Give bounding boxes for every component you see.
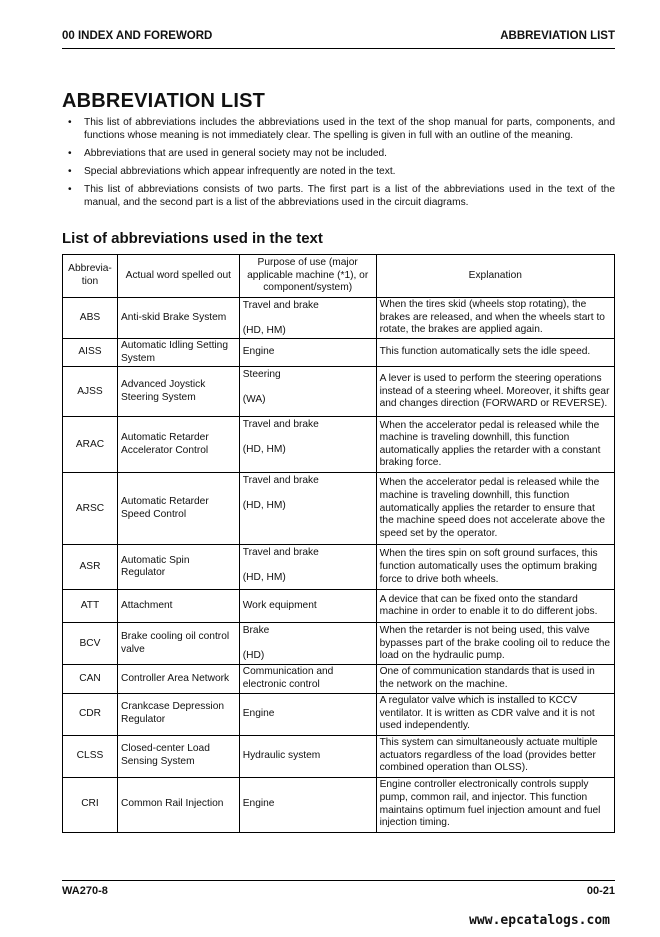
column-header-purpose: Purpose of use (major applicable machine (*1), or component/system) — [239, 255, 376, 298]
bullet-icon: • — [68, 117, 72, 128]
cell-word: Automatic Spin Regulator — [117, 545, 239, 590]
table-row — [63, 298, 615, 339]
purpose-machine: (WA) — [242, 393, 266, 405]
table-row — [63, 339, 615, 367]
purpose-text: Communication and electronic control — [242, 666, 334, 690]
bullet-icon: • — [68, 166, 72, 178]
cell-word: Closed-center Load Sensing System — [117, 735, 239, 777]
cell-purpose — [239, 417, 376, 473]
purpose-text: Travel and brake — [242, 547, 319, 559]
cell-abbreviation: ARSC — [63, 473, 118, 545]
table-row — [63, 473, 615, 545]
purpose-text: Engine — [242, 707, 275, 719]
cell-word: Crankcase Depression Regulator — [117, 693, 239, 735]
intro-bullet — [62, 148, 615, 161]
purpose-machine: (HD, HM) — [242, 499, 286, 511]
section-title: List of abbreviations used in the text — [62, 230, 323, 247]
purpose-text: Engine — [242, 346, 275, 358]
bullet-text: This list of abbreviations includes the abbreviations used in the text of the shop manual for parts, components, and functions whose meaning is not immediately clear. The spelling is given in full with an outline of the meaning. — [84, 117, 615, 141]
column-header-explanation: Explanation — [376, 255, 614, 298]
bullet-text: Abbreviations that are used in general society may not be included. — [84, 148, 387, 159]
cell-explanation: When the tires spin on soft ground surfaces, this function automatically uses the optimum braking force to drive both wheels. — [376, 545, 614, 590]
header-title: ABBREVIATION LIST — [500, 30, 615, 42]
cell-abbreviation: CAN — [63, 665, 118, 693]
cell-word: Attachment — [117, 590, 239, 623]
footer-page-number: 00-21 — [586, 885, 615, 897]
cell-abbreviation: CLSS — [63, 735, 118, 777]
intro-bullet — [62, 166, 615, 179]
footer-model: WA270-8 — [62, 885, 108, 897]
table-row — [63, 417, 615, 473]
cell-purpose — [239, 367, 376, 417]
table-row — [63, 545, 615, 590]
cell-word: Anti-skid Brake System — [117, 298, 239, 339]
purpose-text: Travel and brake — [242, 475, 319, 487]
cell-abbreviation: ARAC — [63, 417, 118, 473]
cell-purpose — [239, 693, 376, 735]
cell-explanation: Engine controller electronically controls supply pump, common rail, and injector. This function maintains optimum fuel injection amount and fuel injection timing. — [376, 777, 614, 832]
cell-purpose — [239, 545, 376, 590]
cell-abbreviation: AISS — [63, 339, 118, 367]
cell-abbreviation: AJSS — [63, 367, 118, 417]
purpose-text: Travel and brake — [242, 300, 319, 311]
header-section: 00 INDEX AND FOREWORD — [62, 30, 213, 42]
table-row — [63, 693, 615, 735]
cell-explanation: When the accelerator pedal is released while the machine is traveling downhill, this function automatically applies the retarder with a constant braking force. — [376, 417, 614, 473]
watermark-text: www.epcatalogs.com — [469, 913, 610, 928]
bullet-icon: • — [68, 184, 72, 196]
cell-explanation: When the tires skid (wheels stop rotating), the brakes are released, and when the wheels start to rotate, the brakes are applied again. — [376, 298, 614, 339]
table-row — [63, 665, 615, 693]
purpose-text: Work equipment — [242, 600, 317, 612]
cell-explanation: A lever is used to perform the steering operations instead of a steering wheel. Moreover, it shifts gear and changes direction (FORWARD or REVERSE). — [376, 367, 614, 417]
page-title: ABBREVIATION LIST — [62, 90, 266, 112]
cell-explanation: This function automatically sets the idle speed. — [376, 339, 614, 367]
cell-abbreviation: ABS — [63, 298, 118, 339]
cell-explanation: When the retarder is not being used, this valve bypasses part of the brake cooling oil to reduce the load on the hydraulic pump. — [376, 623, 614, 665]
cell-word: Controller Area Network — [117, 665, 239, 693]
abbreviation-table — [62, 254, 615, 833]
cell-purpose — [239, 735, 376, 777]
purpose-text: Steering — [242, 369, 281, 381]
footer-divider — [62, 880, 615, 881]
cell-explanation: A device that can be fixed onto the standard machine in order to enable it to do different jobs. — [376, 590, 614, 623]
table-header-row — [63, 255, 615, 298]
table-row — [63, 735, 615, 777]
column-header-word: Actual word spelled out — [117, 255, 239, 298]
intro-bullet — [62, 117, 615, 143]
cell-explanation: One of communication standards that is used in the network on the machine. — [376, 665, 614, 693]
cell-purpose — [239, 339, 376, 367]
purpose-machine: (HD, HM) — [242, 324, 286, 336]
cell-purpose — [239, 473, 376, 545]
table-row — [63, 623, 615, 665]
purpose-machine: (HD, HM) — [242, 443, 286, 455]
cell-explanation: When the accelerator pedal is released while the machine is traveling downhill, this function automatically applies the retarder to ensure that the machine speed does not accelerate above the speed set by the operator. — [376, 473, 614, 545]
cell-abbreviation: CRI — [63, 777, 118, 832]
purpose-text: Travel and brake — [242, 419, 319, 431]
purpose-machine: (HD) — [242, 649, 265, 661]
cell-word: Automatic Retarder Accelerator Control — [117, 417, 239, 473]
cell-purpose — [239, 777, 376, 832]
cell-word: Automatic Retarder Speed Control — [117, 473, 239, 545]
purpose-text: Brake — [242, 625, 270, 637]
cell-purpose — [239, 298, 376, 339]
purpose-text: Engine — [242, 798, 275, 810]
table-row — [63, 367, 615, 417]
intro-bullet-list — [62, 117, 615, 215]
cell-purpose — [239, 665, 376, 693]
purpose-machine: (HD, HM) — [242, 571, 286, 583]
cell-abbreviation: ASR — [63, 545, 118, 590]
bullet-text: This list of abbreviations consists of two parts. The first part is a list of the abbreviations used in the text of the manual, and the second part is a list of the abbreviations used in the circuit diagrams. — [84, 184, 615, 209]
cell-word: Automatic Idling Setting System — [117, 339, 239, 367]
cell-explanation: A regulator valve which is installed to KCCV ventilator. It is written as CDR valve and it is not used independently. — [376, 693, 614, 735]
table-row — [63, 777, 615, 832]
bullet-icon: • — [68, 148, 72, 159]
cell-abbreviation: ATT — [63, 590, 118, 623]
cell-word: Brake cooling oil control valve — [117, 623, 239, 665]
bullet-text: Special abbreviations which appear infrequently are noted in the text. — [84, 166, 396, 178]
cell-abbreviation: BCV — [63, 623, 118, 665]
cell-explanation: This system can simultaneously actuate multiple actuators regardless of the load (provides better combined operation than OLSS). — [376, 735, 614, 777]
intro-bullet — [62, 184, 615, 210]
cell-purpose — [239, 590, 376, 623]
cell-purpose — [239, 623, 376, 665]
cell-abbreviation: CDR — [63, 693, 118, 735]
column-header-abbreviation: Abbrevia-tion — [63, 255, 118, 298]
table-row — [63, 590, 615, 623]
table-body — [63, 298, 615, 833]
purpose-text: Hydraulic system — [242, 749, 321, 761]
header-divider — [62, 48, 615, 49]
cell-word: Common Rail Injection — [117, 777, 239, 832]
cell-word: Advanced Joystick Steering System — [117, 367, 239, 417]
